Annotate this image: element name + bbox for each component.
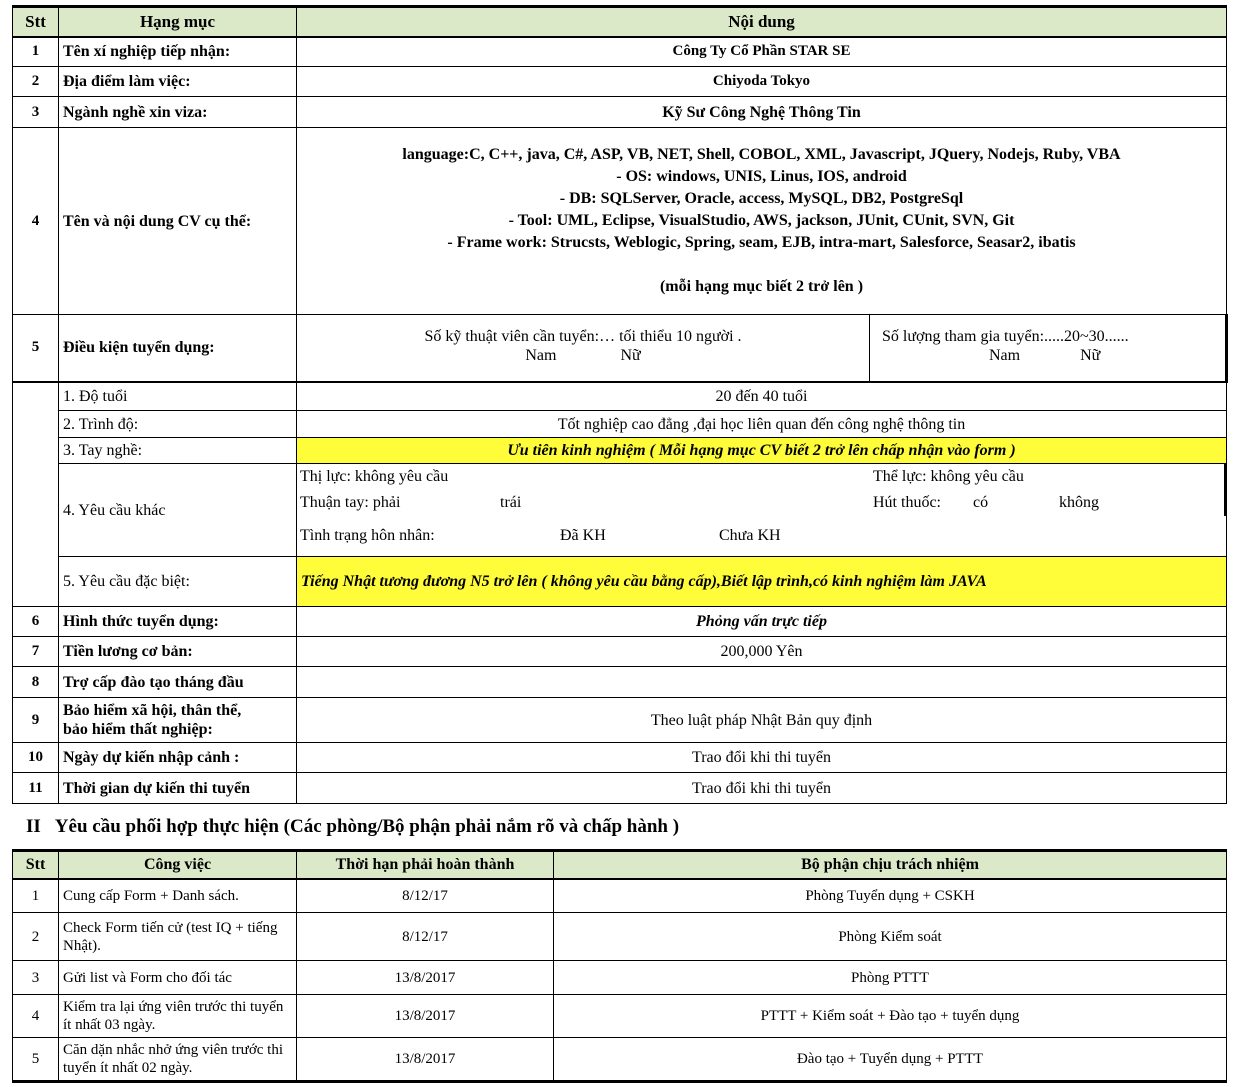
- exam-date: Trao đổi khi thi tuyển: [297, 773, 1227, 804]
- row-label: Trợ cấp đào tạo tháng đầu: [59, 667, 297, 698]
- recruitment-table: [12, 5, 1228, 804]
- row-label: [59, 698, 297, 743]
- handedness: Thuận tay: phải: [300, 494, 401, 511]
- required-count: Số kỹ thuật viên cần tuyển:… tối thiểu 10 người .: [424, 328, 742, 345]
- company-name: Công Ty Cổ Phần STAR SE: [297, 37, 1227, 67]
- sub-label: 3. Tay nghề:: [59, 438, 297, 464]
- department: Phòng Kiểm soát: [554, 913, 1227, 961]
- header-department: Bộ phận chịu trách nhiệm: [554, 851, 1227, 879]
- row-number: 10: [13, 743, 59, 773]
- table-row: [13, 961, 1227, 995]
- table-row: [13, 637, 1227, 667]
- training-allowance: [297, 667, 1227, 698]
- special-requirements: Tiếng Nhật tương đương N5 trở lên ( không yêu cầu bằng cấp),Biết lập trình,có kinh nghiệm làm JAVA: [297, 557, 1227, 607]
- header-task: Công việc: [59, 851, 297, 879]
- sub-label: 5. Yêu cầu đặc biệt:: [59, 557, 297, 607]
- insurance: Theo luật pháp Nhật Bản quy định: [297, 698, 1227, 743]
- table-row: [13, 607, 1227, 637]
- participant-range: Số lượng tham gia tuyển:.....20~30......: [882, 328, 1129, 345]
- deadline: 8/12/17: [297, 913, 554, 961]
- table-row: [13, 743, 1227, 773]
- row-label: Ngày dự kiến nhập cảnh :: [59, 743, 297, 773]
- row-number: 4: [13, 995, 59, 1038]
- skills-language: language:C, C++, java, C#, ASP, VB, NET, Shell, COBOL, XML, Javascript, JQuery, Nodejs, Ruby, VBA: [402, 146, 1121, 163]
- deadline: 13/8/2017: [297, 1038, 554, 1082]
- skill-value: Ưu tiên kinh nghiệm ( Mỗi hạng mục CV biết 2 trở lên chấp nhận vào form ): [297, 438, 1227, 464]
- table-header: [13, 7, 1227, 37]
- row-label: Ngành nghề xin viza:: [59, 97, 297, 128]
- row-label: Tên xí nghiệp tiếp nhận:: [59, 37, 297, 67]
- married-option: Đã KH: [560, 527, 606, 544]
- header-category: Hạng mục: [59, 7, 297, 37]
- row-number: 8: [13, 667, 59, 698]
- section-title: [26, 816, 693, 838]
- row-number: 5: [13, 1038, 59, 1082]
- row-number: 9: [13, 698, 59, 743]
- department: PTTT + Kiểm soát + Đào tạo + tuyển dụng: [554, 995, 1227, 1038]
- entry-date: Trao đổi khi thi tuyển: [297, 743, 1227, 773]
- education-value: Tốt nghiệp cao đẳng ,đại học liên quan đến công nghệ thông tin: [297, 411, 1227, 438]
- table-row: [13, 698, 1227, 743]
- row-label: Địa điểm làm việc:: [59, 67, 297, 97]
- row-label-line2: bảo hiểm thất nghiệp:: [63, 721, 213, 738]
- department: Đào tạo + Tuyển dụng + PTTT: [554, 1038, 1227, 1082]
- table-row: [13, 995, 1227, 1038]
- deadline: 13/8/2017: [297, 995, 554, 1038]
- header-stt: Stt: [13, 851, 59, 879]
- row-label-line1: Bảo hiểm xã hội, thân thể,: [63, 702, 242, 719]
- table-row: [13, 913, 1227, 961]
- row-number: 7: [13, 637, 59, 667]
- row-number: 6: [13, 607, 59, 637]
- task: Căn dặn nhắc nhở ứng viên trước thi tuyển ít nhất 02 ngày.: [59, 1038, 297, 1082]
- table-row: [13, 128, 1227, 315]
- department: Phòng PTTT: [554, 961, 1227, 995]
- smoking: Hút thuốc:: [873, 494, 941, 511]
- skills-db: - DB: SQLServer, Oracle, access, MySQL, DB2, PostgreSql: [559, 190, 964, 207]
- skills-os: - OS: windows, UNIS, Linus, IOS, android: [616, 168, 907, 185]
- department: Phòng Tuyển dụng + CSKH: [554, 879, 1227, 913]
- deadline: 13/8/2017: [297, 961, 554, 995]
- row-number: 5: [13, 315, 59, 382]
- work-location: Chiyoda Tokyo: [297, 67, 1227, 97]
- male-label: Nam: [525, 347, 557, 364]
- female-label: Nữ: [620, 347, 641, 364]
- sub-label: 2. Trình độ:: [59, 411, 297, 438]
- table-row: [13, 315, 1227, 382]
- row-label: Điều kiện tuyển dụng:: [59, 315, 297, 382]
- fitness: Thể lực: không yêu cầu: [873, 468, 1024, 485]
- sub-label: 4. Yêu cầu khác: [59, 464, 297, 557]
- section-numeral: II: [26, 816, 41, 837]
- deadline: 8/12/17: [297, 879, 554, 913]
- marital-status: Tình trạng hôn nhân:: [300, 527, 435, 544]
- header-deadline: Thời hạn phải hoàn thành: [297, 851, 554, 879]
- row-number: 11: [13, 773, 59, 804]
- sub-label: 1. Độ tuổi: [59, 382, 297, 411]
- row-number: 2: [13, 913, 59, 961]
- row-label: Hình thức tuyển dụng:: [59, 607, 297, 637]
- smoking-no: không: [1059, 494, 1099, 511]
- row-number: 1: [13, 37, 59, 67]
- row-number: 4: [13, 128, 59, 315]
- table-row: [13, 1038, 1227, 1082]
- row-label: Thời gian dự kiến thi tuyển: [59, 773, 297, 804]
- base-salary: 200,000 Yên: [297, 637, 1227, 667]
- row-label: Tên và nội dung CV cụ thể:: [59, 128, 297, 315]
- skills-framework: - Frame work: Strucsts, Weblogic, Spring, seam, EJB, intra-mart, Salesforce, Seasar2, ibatis: [447, 234, 1076, 251]
- male-label: Nam: [989, 347, 1021, 364]
- row-number: 3: [13, 961, 59, 995]
- table-row: [13, 879, 1227, 913]
- sub-row-education: [13, 411, 1227, 438]
- job-content: [297, 128, 1227, 315]
- age-value: 20 đến 40 tuổi: [297, 382, 1227, 411]
- skills-tool: - Tool: UML, Eclipse, VisualStudio, AWS, jackson, JUnit, CUnit, SVN, Git: [508, 212, 1015, 229]
- header-content: Nội dung: [297, 7, 1227, 37]
- coordination-table: [12, 849, 1227, 1083]
- table-row: [13, 773, 1227, 804]
- participant-count: [870, 315, 1227, 382]
- task: Cung cấp Form + Danh sách.: [59, 879, 297, 913]
- task: Gửi list và Form cho đối tác: [59, 961, 297, 995]
- section-heading: Yêu cầu phối hợp thực hiện (Các phòng/Bộ phận phải nắm rõ và chấp hành ): [54, 816, 680, 837]
- required-technicians: [297, 315, 870, 382]
- skills-note: (mỗi hạng mục biết 2 trở lên ): [659, 278, 864, 295]
- sub-row-skill: [13, 438, 1227, 464]
- row-number: 2: [13, 67, 59, 97]
- female-label: Nữ: [1080, 347, 1101, 364]
- header-stt: Stt: [13, 7, 59, 37]
- sub-row-age: [13, 382, 1227, 411]
- sub-row-other: [13, 464, 1227, 557]
- row-label: Tiền lương cơ bản:: [59, 637, 297, 667]
- single-option: Chưa KH: [719, 527, 781, 544]
- task: Kiểm tra lại ứng viên trước thi tuyển ít nhất 03 ngày.: [59, 995, 297, 1038]
- table-row: [13, 67, 1227, 97]
- recruitment-method: Phỏng vấn trực tiếp: [297, 607, 1227, 637]
- table-row: [13, 37, 1227, 67]
- eyesight: Thị lực: không yêu cầu: [300, 468, 449, 485]
- visa-occupation: Kỹ Sư Công Nghệ Thông Tin: [297, 97, 1227, 128]
- other-requirements: [297, 464, 1227, 557]
- smoking-yes: có: [973, 494, 989, 511]
- handedness-left: trái: [500, 494, 522, 511]
- sub-row-special: [13, 557, 1227, 607]
- row-number: 1: [13, 879, 59, 913]
- table-header: [13, 851, 1227, 879]
- task: Check Form tiến cử (test IQ + tiếng Nhật).: [59, 913, 297, 961]
- row-number: 3: [13, 97, 59, 128]
- table-row: [13, 667, 1227, 698]
- table-row: [13, 97, 1227, 128]
